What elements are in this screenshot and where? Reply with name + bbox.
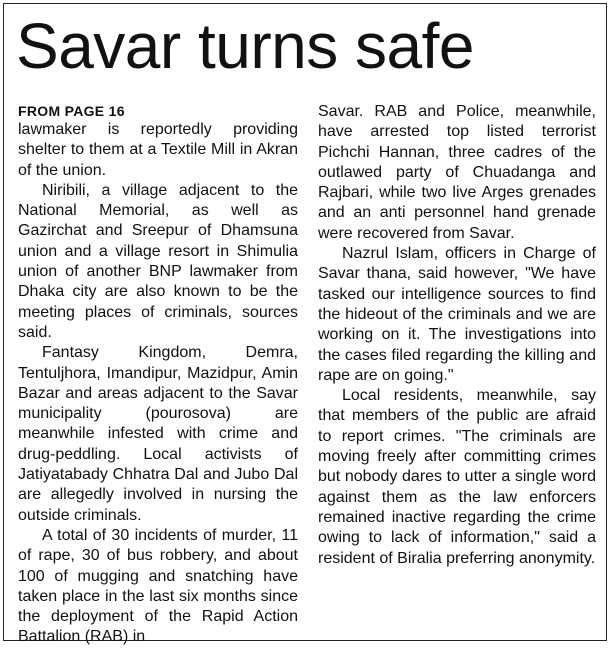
continuation-kicker: FROM PAGE 16: [18, 103, 125, 119]
paragraph: Niribili, a village adjacent to the National Memorial, as well as Gazirchat and Sreepur of Dhamsuna union and a village resort in Shimulia union of another BNP lawmaker from Dhaka city are also known to be the meeting places of criminals, sources said.: [18, 181, 298, 341]
paragraph: A total of 30 incidents of murder, 11 of rape, 30 of bus robbery, and about 100 of mugging and snatching have taken place in the last six months since the deployment of the Rapid Action Battalion (RAB) in: [18, 526, 298, 646]
right-column: [318, 102, 596, 569]
paragraph: Local residents, meanwhile, say that members of the public are afraid to report crimes. "The criminals are moving freely after committing crimes but nobody dares to utter a single word against them as the law enforcers remained inactive regarding the crime owing to lack of information," said a resident of Biralia preferring anonymity.: [318, 387, 596, 567]
headline: Savar turns safe: [16, 10, 474, 82]
left-column: [18, 102, 298, 648]
paragraph: Savar. RAB and Police, meanwhile, have arrested top listed terrorist Pichchi Hannan, three cadres of the outlawed party of Chuadanga and Rajbari, while two live Arges grenades and an anti personnel hand grenade were recovered from Savar.: [318, 103, 596, 242]
paragraph: Nazrul Islam, officers in Charge of Savar thana, said however, "We have tasked our intelligence sources to find the hideout of the criminals and we are working on it. The investigations into the cases filed regarding the killing and rape are on going.": [318, 245, 596, 384]
paragraph: Fantasy Kingdom, Demra, Tentuljhora, Imandipur, Mazidpur, Amin Bazar and areas adjacent to the Savar municipality (pourosova) are meanwhile infested with crime and drug-peddling. Local activists of Jatiyatabady Chhatra Dal and Jubo Dal are allegedly involved in nursing the outside criminals.: [18, 344, 298, 524]
paragraph: lawmaker is reportedly providing shelter to them at a Textile Mill in Akran of the union.: [18, 121, 298, 179]
